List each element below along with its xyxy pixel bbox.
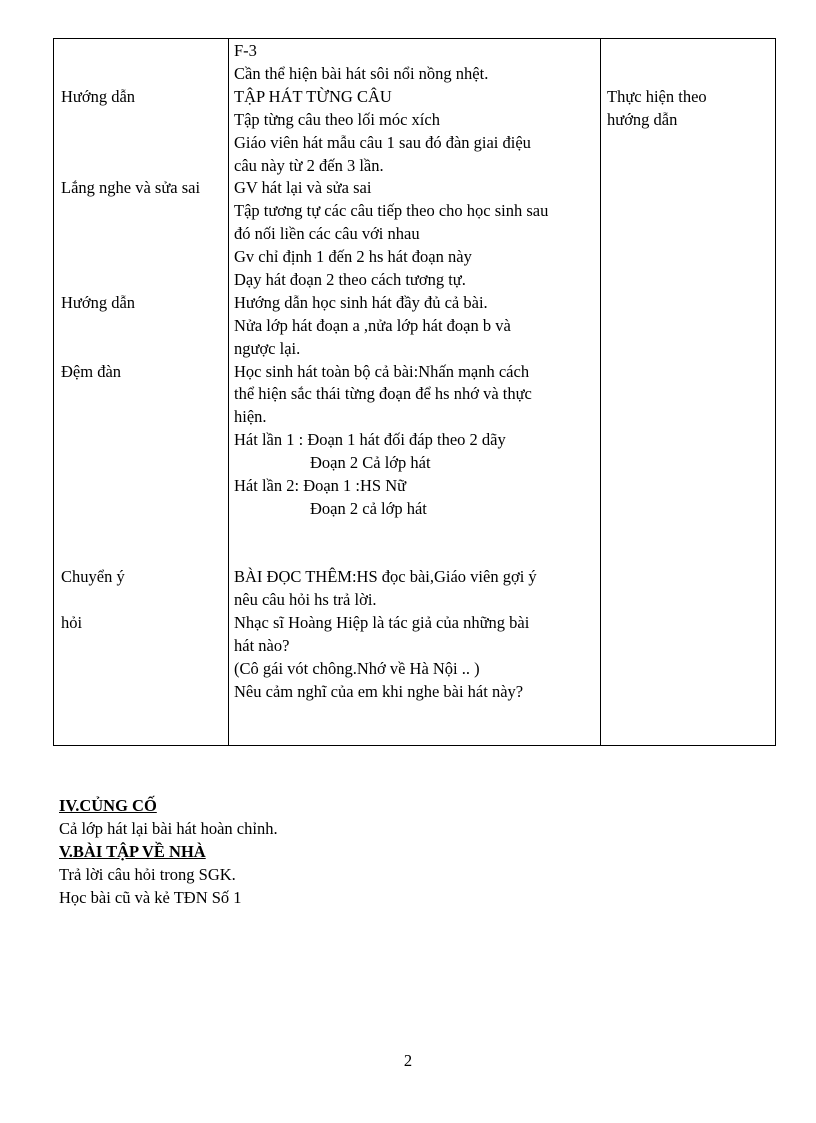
section-iv-text: Cả lớp hát lại bài hát hoàn chỉnh. [59, 819, 278, 838]
content-line: thể hiện sắc thái từng đoạn để hs nhớ và thực [234, 384, 532, 403]
content-line: hát nào? [234, 636, 290, 655]
content-line: Đoạn 2 Cả lớp hát [310, 453, 431, 472]
content-line: Học sinh hát toàn bộ cả bài:Nhấn mạnh cách [234, 362, 530, 381]
section-v-heading: V.BÀI TẬP VỀ NHÀ [59, 842, 206, 861]
content-line: câu này từ 2 đến 3 lần. [234, 156, 384, 175]
content-line: Nửa lớp hát đoạn a ,nửa lớp hát đoạn b và [234, 316, 511, 335]
content-line: nêu câu hỏi hs trả lời. [234, 590, 377, 609]
content-line: Hát lần 2: Đoạn 1 :HS Nữ [234, 476, 407, 495]
content-line: ngược lại. [234, 339, 301, 358]
left-cell-chuyen-y: Chuyển ý [61, 567, 125, 586]
left-cell-huong-dan: Hướng dẫn [61, 87, 136, 106]
content-line: BÀI ĐỌC THÊM:HS đọc bài,Giáo viên gợi ý [234, 567, 537, 586]
section-v-line: Học bài cũ và kẻ TĐN Số 1 [59, 888, 242, 907]
column-divider-1 [228, 39, 229, 745]
content-line: Hướng dẫn học sinh hát đầy đủ cả bài. [234, 293, 488, 312]
content-line: Tập từng câu theo lối móc xích [234, 110, 440, 129]
column-divider-2 [600, 39, 601, 745]
page-number: 2 [403, 1051, 413, 1070]
right-cell-line: Thực hiện theo [607, 87, 707, 106]
left-cell-dem-dan: Đệm đàn [61, 362, 122, 381]
left-cell-hoi: hỏi [61, 613, 83, 632]
content-line: GV hát lại và sửa sai [234, 178, 372, 197]
content-line: (Cô gái vót chông.Nhớ về Hà Nội .. ) [234, 659, 480, 678]
content-line: Nêu cảm nghĩ của em khi nghe bài hát này? [234, 682, 524, 701]
right-cell-line: hướng dẫn [607, 110, 678, 129]
content-line: F-3 [234, 41, 257, 60]
content-line: đó nối liền các câu với nhau [234, 224, 420, 243]
left-cell-lang-nghe: Lắng nghe và sửa sai [61, 178, 201, 197]
content-line: Giáo viên hát mẫu câu 1 sau đó đàn giai điệu [234, 133, 531, 152]
content-line: Tập tương tự các câu tiếp theo cho học sinh sau [234, 201, 549, 220]
content-line: hiện. [234, 407, 267, 426]
content-line: Hát lần 1 : Đoạn 1 hát đối đáp theo 2 dãy [234, 430, 506, 449]
content-line: Gv chỉ định 1 đến 2 hs hát đoạn này [234, 247, 472, 266]
content-line: Cần thể hiện bài hát sôi nổi nồng nhệt. [234, 64, 489, 83]
left-cell-huong-dan-2: Hướng dẫn [61, 293, 136, 312]
content-line: Dạy hát đoạn 2 theo cách tương tự. [234, 270, 466, 289]
content-line: Đoạn 2 cả lớp hát [310, 499, 427, 518]
section-v-line: Trả lời câu hỏi trong SGK. [59, 865, 236, 884]
content-line: Nhạc sĩ Hoàng Hiệp là tác giả của những bài [234, 613, 530, 632]
section-iv-heading: IV.CỦNG CỐ [59, 796, 157, 815]
content-line: TẬP HÁT TỪNG CÂU [234, 87, 392, 106]
